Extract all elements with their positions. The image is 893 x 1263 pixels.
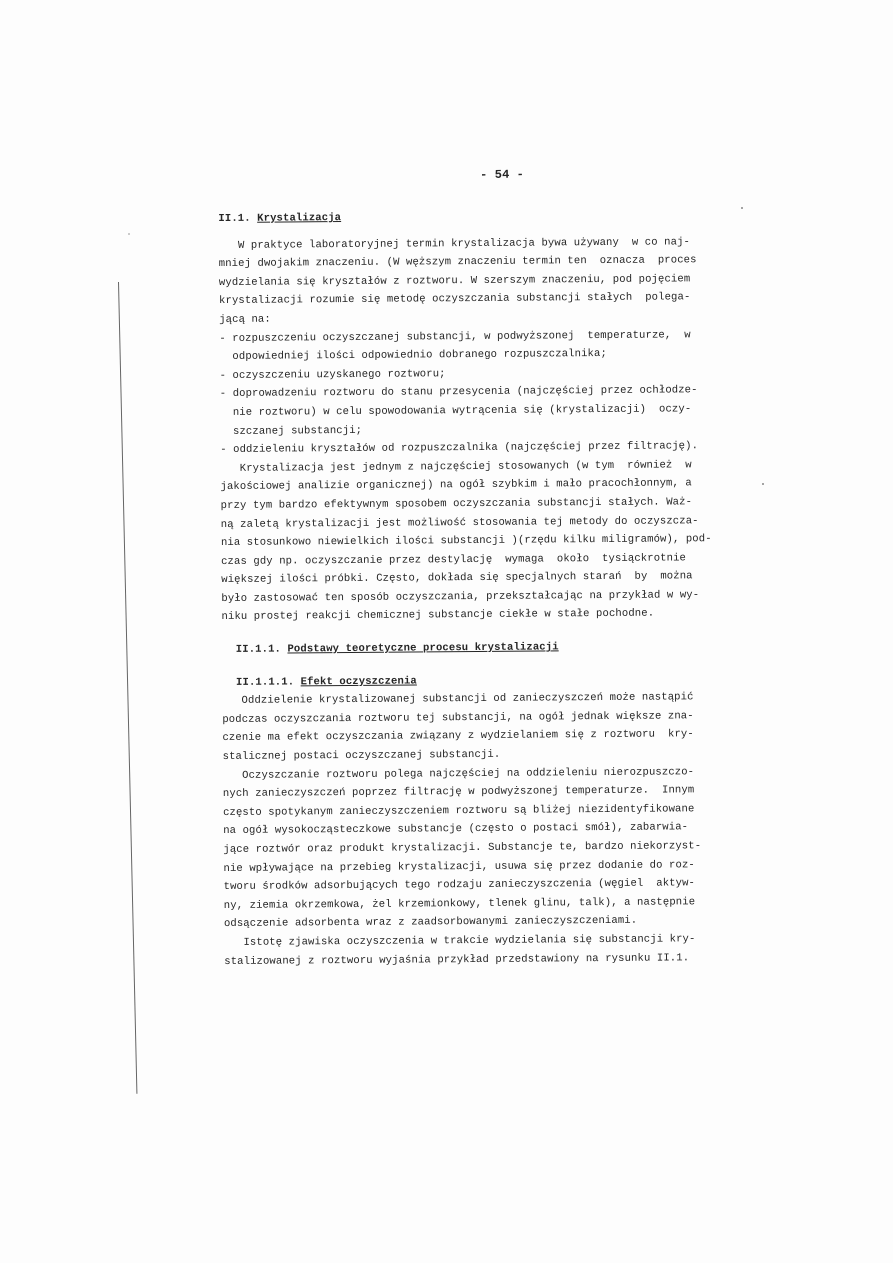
section-number: II.1. [218,212,251,225]
text-line: na ogół wysokocząsteczkowe substancje (często o postaci smół), zabarwia- [223,821,689,838]
text-line: nych zanieczyszczeń poprzez filtrację w podwyższonej temperaturze. Innym [222,784,695,801]
bullet-item [219,325,779,367]
section-title: Krystalizacja [257,212,342,225]
text-line: stalicznej postaci oczyszczanej substancji. [222,748,501,764]
text-line: wydzielania się kryształów z roztworu. W szerszym znaczeniu, pod pojęciem [218,273,691,289]
text-line: - rozpuszczeniu oczyszczanej substancji, w podwyższonej temperaturze, w [219,328,691,345]
text-line: ny, ziemia okrzemkowa, żel krzemionkowy, tlenek glinu, talk), a następnie [223,896,696,912]
text-line: nie wpływające na przebieg krystalizacji, usuwa się przez dodanie do roz- [223,858,695,875]
text-line: nie roztworu) w celu spowodowania wytrącenia się (krystalizacji) oczy- [219,403,692,419]
text-line: podczas oczyszczania roztworu tej substancji, na ogół jednak większe zna- [222,710,694,726]
paragraph-crystallization-advantages [220,455,781,627]
intro-paragraph [219,232,780,329]
paragraph-figure-reference [224,930,784,972]
page-body [218,166,784,972]
text-line: szczanej substancji; [220,424,363,438]
text-line: nia stosunkowo niewielkich ilości substancji )(rzędu kilku miligramów), pod- [220,533,712,550]
scan-speck [128,233,130,235]
text-line: mniej dwojakim znaczeniu. (W węższym znaczeniu termin ten oznacza proces [218,254,697,271]
text-line: - doprowadzeniu roztworu do stanu przesycenia (najczęściej przez ochłodze- [219,384,698,401]
text-line: Istotę zjawiska oczyszczenia w trakcie wydzielania się substancji kry- [224,933,696,949]
text-line: stalizowanej z roztworu wyjaśnia przykład przedstawiony na rysunku II.1. [224,951,690,968]
text-line: odpowiedniej ilości odpowiednio dobranego rozpuszczalnika; [219,348,607,364]
text-line: Oczyszczanie roztworu polega najczęściej na oddzieleniu nierozpuszczo- [222,765,695,782]
text-line: krystalizacji rozumie się metodę oczyszczania substancji stałych polega- [218,291,691,308]
paragraph-separation [222,688,783,767]
text-line: przy tym bardzo efektywnym sposobem oczyszczania substancji stałych. Waż- [220,496,693,512]
text-line: jącą na: [219,313,271,326]
text-line: czas gdy np. oczyszczanie przez destylację wymaga około tysiąckrotnie [221,552,687,568]
text-line: Krystalizacja jest jednym z najczęściej stosowanych (w tym również w [220,459,692,475]
bullet-list [219,325,780,460]
text-line: często spotykanym zanieczyszczeniem roztworu są bliżej niezidentyfikowane [223,803,695,819]
subsubsection-title: Efekt oczyszczenia [300,675,417,689]
text-line: jące roztwór oraz produkt krystalizacji. Substancje te, bardzo niekorzyst- [223,840,702,856]
text-line: - oddzieleniu kryształów od rozpuszczalnika (najczęściej przez filtrację). [220,440,699,457]
text-line: - oczyszczeniu uzyskanego roztworu; [219,367,446,382]
bullet-item [220,381,780,441]
text-line: ną zaletą krystalizacji jest możliwość stosowania tej metody do oczyszcza- [220,514,699,531]
text-line: niku prostej reakcji chemicznej substancje ciekłe w stałe pochodne. [221,608,655,624]
text-line: W praktyce laboratoryjnej termin krystalizacja bywa używany w co naj- [218,235,691,252]
text-line: odsączenie adsorbenta wraz z zaadsorbowanymi zanieczyszczeniami. [223,915,638,931]
text-line: czenie ma efekt oczyszczania związany z wydzielaniem się z roztworu kry- [222,728,694,745]
text-line: było zastosować ten sposób oczyszczania, przekształcając na przykład w wy- [221,589,700,605]
subsection-number: II.1.1. [235,643,282,656]
text-line: Oddzielenie krystalizowanej substancji od zanieczyszczeń może nastąpić [222,691,694,708]
page-number: - 54 - [480,167,525,182]
subsubsection-number: II.1.1.1. [235,676,295,689]
text-line: tworu środków adsorbujących tego rodzaju zanieczyszczenia (węgiel aktyw- [223,877,696,894]
paragraph-solution-purification [223,762,784,934]
text-line: jakościowej analizie organicznej) na ogół szybkim i mało pracochłonnym, a [220,477,692,494]
subsection-title: Podstawy teoretyczne procesu krystalizacji [287,641,559,656]
margin-line [118,282,138,1094]
text-line: większej ilości próbki. Często, dokłada się specjalnych starań by można [221,570,693,587]
